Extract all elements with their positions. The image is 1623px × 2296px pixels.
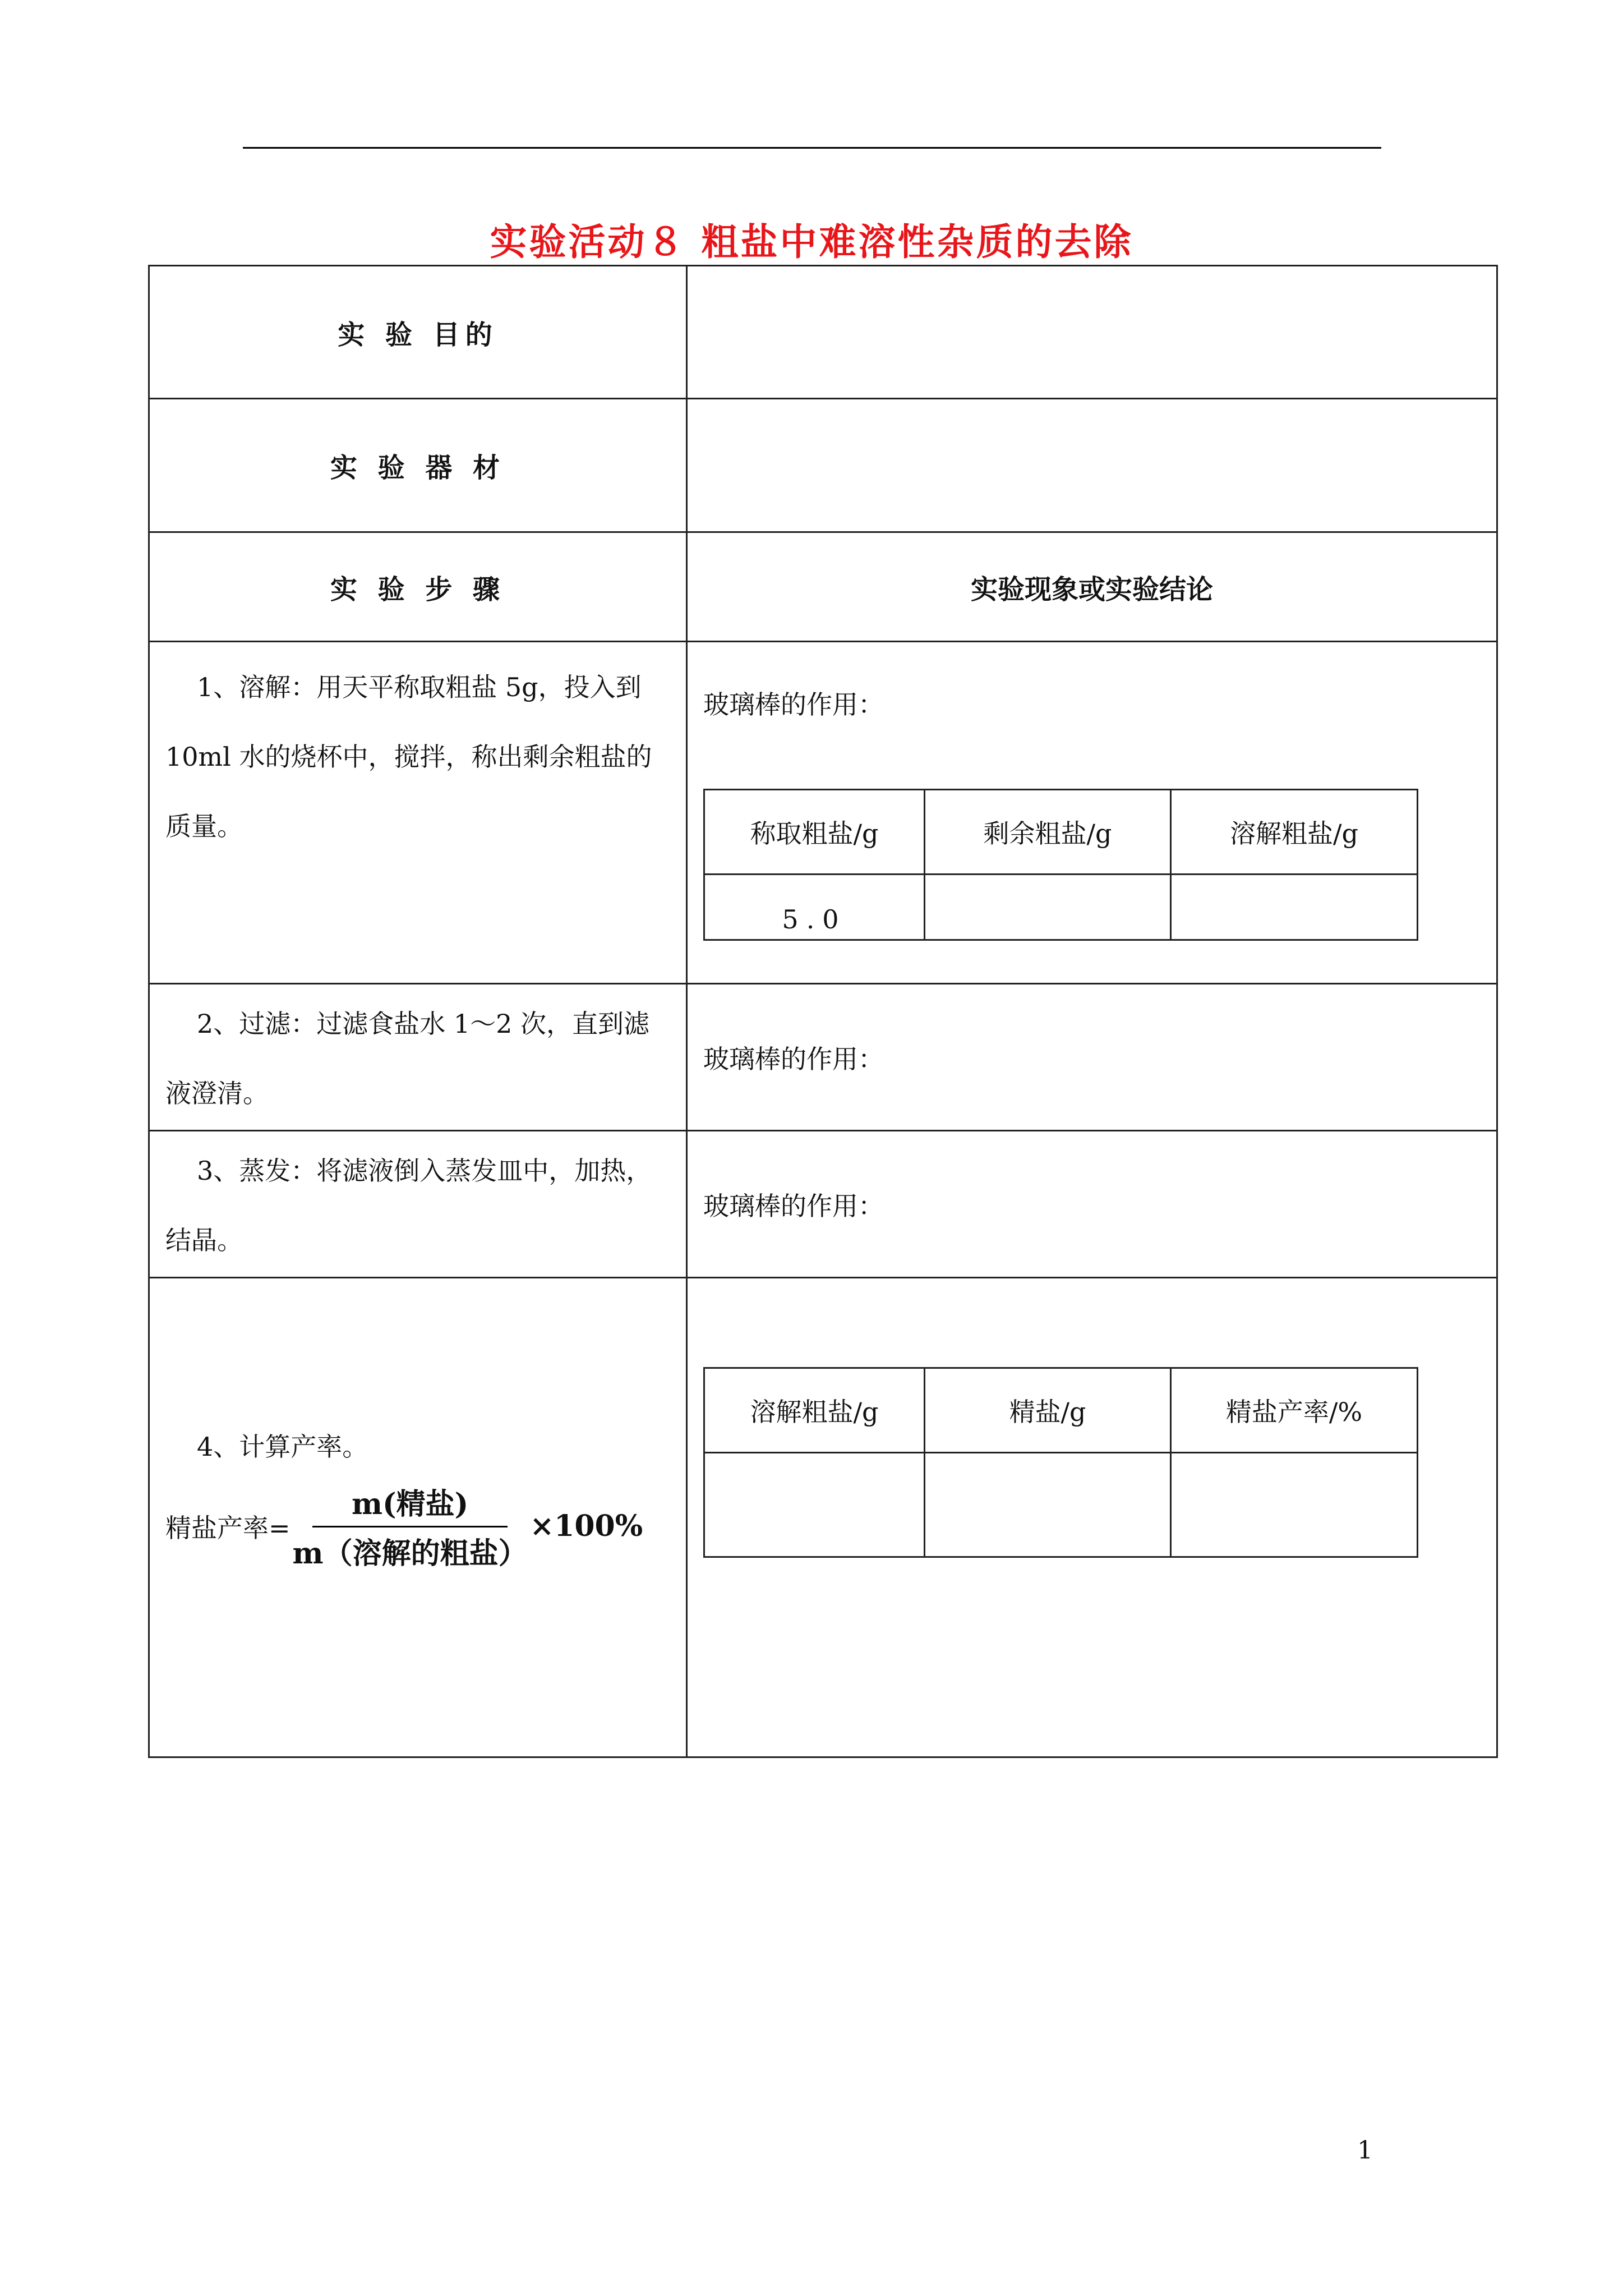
step-1-observation	[687, 642, 1497, 984]
equipment-row	[149, 399, 1497, 532]
mass-table-cell: 5.0	[704, 875, 925, 940]
step-1-line-2: 10ml 水的烧杯中，搅拌，称出剩余粗盐的	[165, 742, 652, 772]
formula-fraction	[293, 1480, 528, 1572]
step-1-line-3: 质量。	[165, 811, 243, 841]
equipment-label: 实 验 器 材	[149, 399, 687, 532]
header-row	[149, 532, 1497, 642]
yield-table-cell	[704, 1453, 925, 1557]
yield-table-cell	[925, 1453, 1171, 1557]
step-1-observation-label: 玻璃棒的作用：	[703, 689, 884, 720]
header-rule	[243, 147, 1381, 149]
step-2-text	[149, 984, 687, 1131]
step-4-line-1: 4、计算产率。	[197, 1432, 368, 1462]
step-1-text	[149, 642, 687, 984]
equipment-cell	[687, 399, 1497, 532]
formula-factor: ×100%	[529, 1509, 643, 1543]
formula-denominator: m（溶解的粗盐）	[292, 1536, 528, 1571]
experiment-table	[148, 265, 1498, 1758]
purpose-row	[149, 266, 1497, 399]
yield-formula	[165, 1480, 686, 1572]
yield-table-header: 精盐/g	[925, 1368, 1171, 1453]
mass-table-header: 溶解粗盐/g	[1171, 790, 1418, 875]
yield-table-header: 精盐产率/%	[1171, 1368, 1418, 1453]
mass-table-header: 剩余粗盐/g	[925, 790, 1171, 875]
step-4-text	[149, 1278, 687, 1757]
step-3-line-1: 3、蒸发：将滤液倒入蒸发皿中，加热，	[197, 1156, 652, 1186]
results-header: 实验现象或实验结论	[687, 532, 1497, 642]
steps-header: 实 验 步 骤	[149, 532, 687, 642]
step-1-line-1: 1、溶解：用天平称取粗盐 5g，投入到	[197, 672, 642, 702]
document-title: 实验活动８ 粗盐中难溶性杂质的去除	[490, 220, 1133, 264]
step-2-line-2: 液澄清。	[165, 1078, 269, 1108]
step-2-line-1: 2、过滤：过滤食盐水 1～2 次，直到滤	[197, 1009, 650, 1039]
yield-table-header: 溶解粗盐/g	[704, 1368, 925, 1453]
mass-table-cell	[1171, 875, 1418, 940]
step-2-observation: 玻璃棒的作用：	[687, 984, 1497, 1131]
mass-table-cell	[925, 875, 1171, 940]
step-row-3	[149, 1131, 1497, 1278]
formula-lhs: 精盐产率=	[165, 1512, 291, 1543]
purpose-cell	[687, 266, 1497, 399]
step-row-2	[149, 984, 1497, 1131]
step-row-1	[149, 642, 1497, 984]
yield-table-cell	[1171, 1453, 1418, 1557]
step-4-observation	[687, 1278, 1497, 1757]
step-3-observation: 玻璃棒的作用：	[687, 1131, 1497, 1278]
page-number: 1	[1357, 2136, 1373, 2165]
yield-table	[703, 1367, 1418, 1558]
step-row-4	[149, 1278, 1497, 1757]
purpose-label: 实 验 目的	[149, 266, 687, 399]
mass-table	[703, 789, 1418, 941]
step-3-text	[149, 1131, 687, 1278]
formula-numerator: m(精盐)	[312, 1480, 508, 1527]
step-3-line-2: 结晶。	[165, 1225, 243, 1255]
mass-table-header: 称取粗盐/g	[704, 790, 925, 875]
